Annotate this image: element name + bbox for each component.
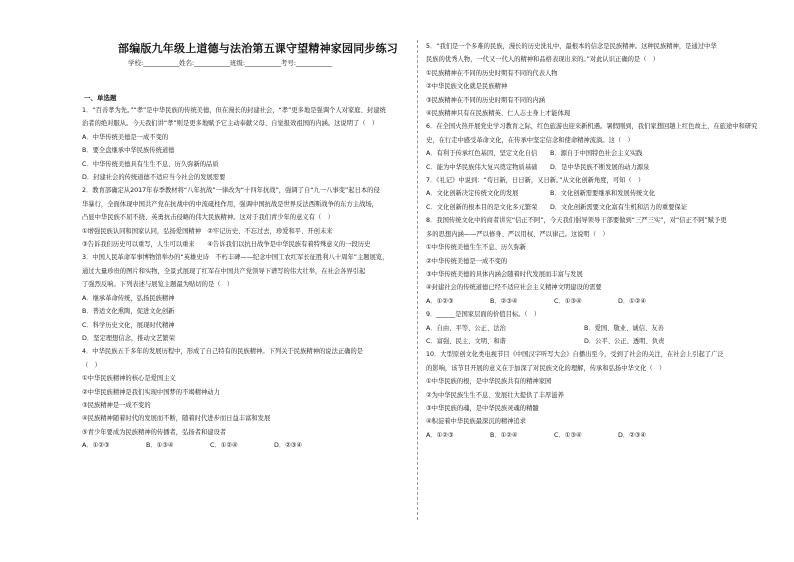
option-line: A．有利于传承红色基因，坚定文化自信 B．源自于中国特色社会主义实践 bbox=[426, 150, 643, 158]
section-title: 一、单选题 bbox=[84, 94, 117, 102]
answer-option: A．①②③ bbox=[426, 297, 454, 305]
question-line: 史，在行走中感受革命文化，在传承中坚定信念和使命精神流淌。这（ ） bbox=[426, 136, 634, 144]
statement-line: ②中华民族文化就是民族精神 bbox=[426, 83, 508, 91]
question-line: 通过大量珍贵的图片和实物，全景式展现了红军在中国共产党领导下谱写的伟大壮举，在社会各界引起 bbox=[82, 267, 366, 275]
answer-option: D．①②④ bbox=[618, 297, 647, 305]
option-line: B．要全盘继承中华民族传统道德 bbox=[82, 147, 175, 155]
question-line: （ ） bbox=[82, 361, 101, 369]
question-line: 6．在全国火热开展党史学习教育之际，红色旅游也迎来新机遇。暑假刚到，我们家想回趟上红色故土，在旅途中和研究 bbox=[426, 123, 758, 131]
statement-line: ④民族精神只有在民族精英、仁人志士身上才能体现 bbox=[426, 110, 571, 118]
option-line: A．文化创新决定传统文化的发展 B．文化创新需要继承和发展传统文化 bbox=[426, 190, 656, 198]
statement-line: ③中华民族的魂，是中华民族灵魂的精髓 bbox=[426, 404, 539, 412]
answer-option: B．爱国、敬业、诚信、友善 bbox=[584, 324, 664, 332]
answer-option: C．①③④ bbox=[554, 297, 582, 305]
answer-options bbox=[426, 295, 766, 308]
option-line: D．坚定理想信念，推动文艺繁荣 bbox=[82, 334, 176, 342]
left-column bbox=[82, 104, 412, 453]
question-line: 治者的绝对服从。今天我们讲“孝”则是更多地赋予它主动奉献父母、自觉报效祖国的内涵。这说明了（ ） bbox=[82, 120, 379, 128]
question-line: 3．中国人民革命军事博物馆举办的“英雄史诗 不朽丰碑——纪念中国工农红军长征胜利八十周年”主题展览， bbox=[82, 254, 389, 262]
statement-line: ③民族精神在不同的历史时期有不同的内涵 bbox=[426, 96, 545, 104]
statement-line: ④民族精神随着时代的发展而不断，随着时代进步而日益丰富和发展 bbox=[82, 415, 271, 423]
right-column bbox=[426, 40, 766, 442]
statement-line: ⑤青少年要成为民族精神的传播者，弘扬者和建设者 bbox=[82, 428, 227, 436]
answer-option: C．富强、民主、文明、和谐 bbox=[426, 337, 506, 345]
question-line: 2．教育部确定从2017年春季教材将“八年抗战”一律改为“十四年抗战”，强调了自“九一八事变”起日本的侵 bbox=[82, 187, 380, 195]
question-line: 7．《礼记》中说到：“苟日新，日日新，又日新。”从文化创新角度，可知（ ） bbox=[426, 177, 645, 185]
answer-option: A．①②③ bbox=[426, 431, 454, 439]
statement-line: ③告诉我们历史可以重写，人生可以重来 ④告诉我们以抗日战争是中华民族有着特殊意义的一段历史 bbox=[82, 241, 371, 249]
question-line: 民族的优秀人物，一代又一代人的精神和品格表现出来的。”对此认识正确的是（ ） bbox=[426, 56, 660, 64]
option-line: D．封建社会的传统道德不适应当今社会的发展需要 bbox=[82, 174, 226, 182]
statement-line: ②中华民族精神是我们实现中国梦的不竭精神动力 bbox=[82, 388, 220, 396]
question-line: 4．中华民族五千多年的发展历程中，形成了自己特有的民族精神。下列关于民族精神的说法正确的是 bbox=[82, 348, 364, 356]
statement-line: ④封建社会的传统道德已经不适应社会主义精神文明建设的需要 bbox=[426, 284, 602, 292]
statement-line: ③中华传统美德的具体内涵会随着时代发展而丰富与发展 bbox=[426, 270, 583, 278]
statement-line: ①中华民族精神的核心是爱国主义 bbox=[82, 375, 176, 383]
answer-options bbox=[82, 439, 412, 452]
question-line: 凸显中华民族不屈不挠、英勇抗击侵略的伟大民族精神。这对于我们青少年的意义有（ ） bbox=[82, 214, 334, 222]
question-line: 的影响，该节目开展的意义在于加深了对民族文化的理解，传承和弘扬中华文化（ ） bbox=[426, 364, 666, 372]
question-line: 8．我国传统文化中的商者讲究“信正不阿”，今天我们倡导领导干部要做到“三严三实”，对“信正不阿”赋予更 bbox=[426, 217, 727, 225]
statement-line: ①中华传统美德生生不息、历久弥新 bbox=[426, 244, 527, 252]
option-line: C．科学历史文化，展现时代精神 bbox=[82, 321, 175, 329]
answer-option: D．②③④ bbox=[618, 431, 647, 439]
option-line: B．普适文化熏陶，促进文化创新 bbox=[82, 308, 175, 316]
question-line: 了强烈反响。下列表述与展览主题最为贴切的是（ ） bbox=[82, 281, 234, 289]
option-line: A．中华传统美德是一成不变的 bbox=[82, 133, 169, 141]
question-line: 华暴行，全面体现中国共产党在抗战中的中流砥柱作用，强调中国抗战是世界反法西斯战争的东方主战场， bbox=[82, 200, 378, 208]
statement-line: ①民族精神在不同的历史时期有不同的代表人物 bbox=[426, 69, 558, 77]
answer-options bbox=[426, 335, 766, 348]
question-line: 10．大型原创文化类电视节目《中国汉字听写大会》自播出至今，受到了社会的关注，在社会上引起了广泛 bbox=[426, 351, 724, 359]
statement-line: ②中华传统美德是一成不变的 bbox=[426, 257, 508, 265]
statement-line: ①中华民族的根，是中华民族共有的精神家园 bbox=[426, 378, 552, 386]
question-line: 多的思想内涵——严以修身、严以用权、严以律己。这说明（ ） bbox=[426, 230, 609, 238]
option-line: A．继承革命传统，弘扬民族精神 bbox=[82, 294, 175, 302]
answer-option: B．②③④ bbox=[490, 297, 518, 305]
answer-option: A．①②③ bbox=[82, 442, 110, 450]
answer-option: D．②③④ bbox=[274, 442, 303, 450]
statement-line: ④积淀着中华民族最深沉的精神追求 bbox=[426, 418, 527, 426]
answer-option: A．自由、平等、公正、法治 bbox=[426, 324, 506, 332]
answer-option: C．①②④ bbox=[210, 442, 238, 450]
statement-line: ②为中华民族生生不息、发展壮大提供了丰厚滋养 bbox=[426, 391, 564, 399]
statement-line: ③民族精神是一成不变的 bbox=[82, 401, 151, 409]
question-line: 5．“我们是一个多难的民族，漫长的历史洗礼中，最根本的信念是民族精神。这种民族精神，是通过中华 bbox=[426, 43, 717, 50]
answer-options bbox=[426, 322, 766, 335]
page-title: 部编版九年级上道德与法治第五课守望精神家园同步练习 bbox=[118, 42, 398, 55]
answer-options bbox=[426, 429, 766, 442]
answer-option: B．①②④ bbox=[490, 431, 518, 439]
statement-line: ①增强民族认同和国家认同，弘扬爱国精神 ②牢记历史、不忘过去，珍爱和平、开创未来 bbox=[82, 227, 333, 235]
option-line: C．能为中华民族伟大复兴奠定物质基础 D．是中华民族不断发展的动力源泉 bbox=[426, 163, 650, 171]
option-line: C．中华传统美德具有生生不息、历久弥新的品质 bbox=[82, 160, 219, 168]
question-line: 1．“百善孝为先。”“孝”是中华民族的传统美德，但在漫长的封建社会，“孝”更多地是强调个人对家庭、封建统 bbox=[82, 107, 386, 114]
question-line: 9．______是国家层面的价值目标。（ ） bbox=[426, 311, 541, 319]
column-divider bbox=[417, 40, 418, 520]
answer-option: D．公平、公正、透明、负责 bbox=[584, 337, 665, 345]
answer-option: C．①③④ bbox=[554, 431, 582, 439]
answer-option: B．①③④ bbox=[146, 442, 174, 450]
student-info-line: 学校:___________姓名:___________班级:___________考号:___________ bbox=[128, 59, 332, 67]
option-line: C．文化创新的根本目的是文化多元繁荣 D．文化创新需要文化富有生机和活力的重要保证 bbox=[426, 203, 688, 211]
